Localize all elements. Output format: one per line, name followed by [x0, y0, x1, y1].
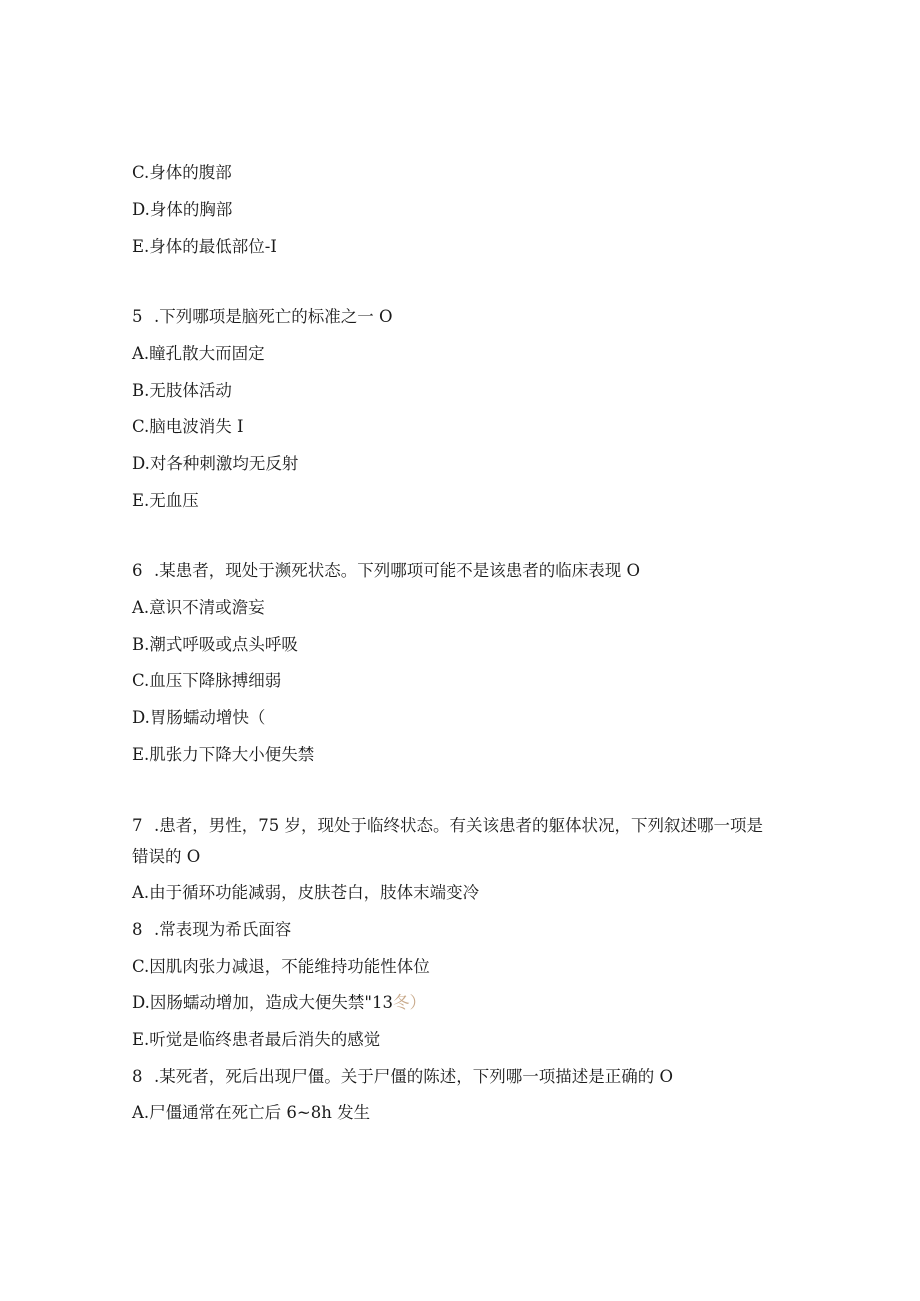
question-7-continuation: 错误的 O: [132, 847, 201, 866]
option-q7-b: [132, 919, 291, 941]
option-text: .常表现为希氏面容: [154, 920, 292, 939]
question-number: 6: [132, 561, 143, 580]
option-q5-a: A.瞳孔散大而固定: [132, 344, 265, 363]
question-text: .患者，男性，75 岁，现处于临终状态。有关该患者的躯体状况，下列叙述哪一项是: [154, 816, 763, 835]
option-q6-d: D.胃肠蠕动增快（: [132, 708, 266, 727]
option-q8-a: A.尸僵通常在死亡后 6~8h 发生: [132, 1103, 371, 1122]
option-q7-a: A.由于循环功能减弱，皮肤苍白，肢体末端变冷: [132, 883, 480, 902]
option-faint-mark: 冬）: [392, 993, 426, 1012]
option-q7-c: C.因肌肉张力减退，不能维持功能性体位: [132, 957, 430, 976]
option-q6-c: C.血压下降脉搏细弱: [132, 671, 282, 690]
question-number: 8: [132, 1067, 143, 1086]
option-q6-e: E.肌张力下降大小便失禁: [132, 745, 315, 764]
option-q4-c: C.身体的腹部: [132, 163, 232, 182]
option-q5-e: E.无血压: [132, 491, 199, 510]
option-q6-b: B.潮式呼吸或点头呼吸: [132, 635, 298, 654]
question-5: [132, 306, 393, 328]
question-text: .下列哪项是脑死亡的标准之一 O: [154, 307, 393, 326]
option-q4-e: E.身体的最低部位-I: [132, 237, 277, 256]
question-text: .某死者，死后出现尸僵。关于尸僵的陈述，下列哪一项描述是正确的 O: [154, 1067, 674, 1086]
option-number: 8: [132, 920, 143, 939]
option-q4-d: D.身体的胸部: [132, 200, 233, 219]
option-q5-b: B.无肢体活动: [132, 381, 232, 400]
option-q5-c: C.脑电波消失 I: [132, 417, 244, 436]
question-8: [132, 1066, 673, 1088]
option-q7-d: [132, 992, 426, 1014]
option-q5-d: D.对各种刺激均无反射: [132, 454, 299, 473]
question-text: .某患者，现处于濒死状态。下列哪项可能不是该患者的临床表现 O: [154, 561, 641, 580]
question-6: [132, 560, 640, 582]
option-q6-a: A.意识不清或澹妄: [132, 598, 265, 617]
question-number: 5: [132, 307, 143, 326]
option-q7-e: E.听觉是临终患者最后消失的感觉: [132, 1030, 381, 1049]
question-7: [132, 815, 763, 837]
question-number: 7: [132, 816, 143, 835]
option-text: D.因肠蠕动增加，造成大便失禁"13: [132, 993, 393, 1012]
